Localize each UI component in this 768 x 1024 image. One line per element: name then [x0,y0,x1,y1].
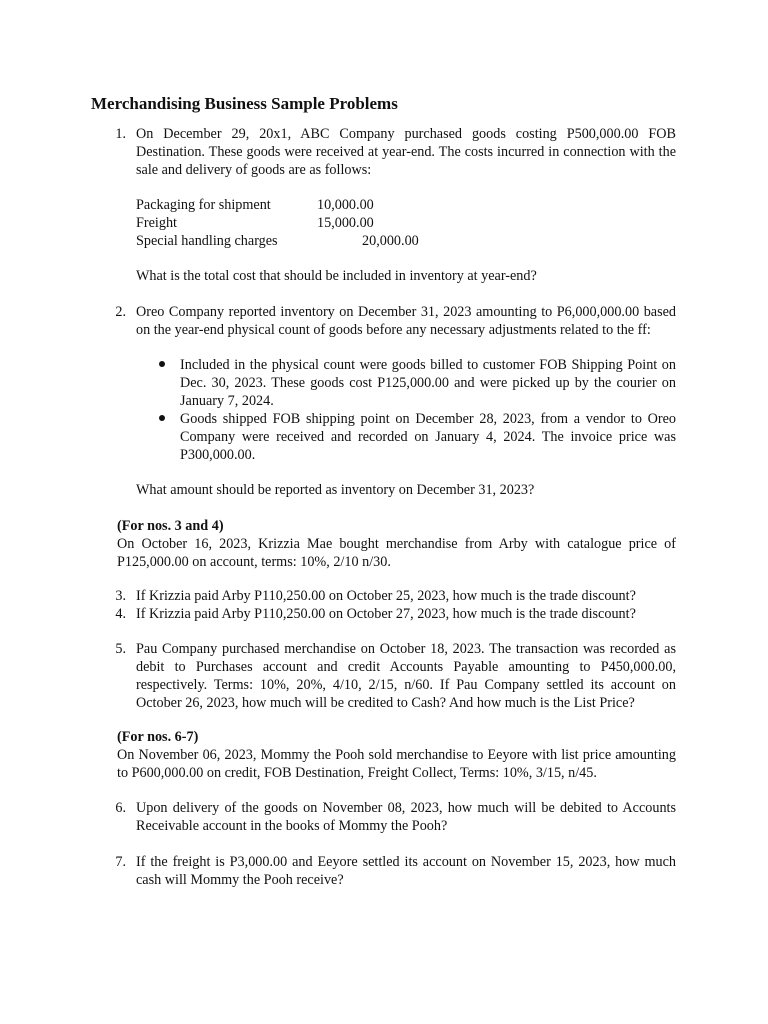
cost-row-label: Special handling charges [136,233,278,249]
bullet-icon [159,415,165,421]
group-3-4-text: On October 16, 2023, Krizzia Mae bought merchandise from Arby with catalogue price of P125,000.00 on account, terms: 10%, 2/10 n/30. [117,536,676,570]
problem-1-text: On December 29, 20x1, ABC Company purchased goods costing P500,000.00 FOB Destination. These goods were received at year-end. The costs incurred in connection with the sale and delivery of goods are as follows: [136,126,676,178]
problem-4-number: 4. [115,606,126,622]
problem-3-number: 3. [115,588,126,604]
problem-7-number: 7. [115,854,126,870]
cost-row-label: Packaging for shipment [136,197,271,213]
problem-7-text: If the freight is P3,000.00 and Eeyore settled its account on November 15, 2023, how much cash will Mommy the Pooh receive? [136,854,676,888]
problem-3-text: If Krizzia paid Arby P110,250.00 on October 25, 2023, how much is the trade discount? [136,588,636,604]
group-3-4-heading: (For nos. 3 and 4) [117,518,224,534]
problem-2-number: 2. [115,304,126,320]
problem-2-question: What amount should be reported as inventory on December 31, 2023? [136,482,535,498]
cost-row-label: Freight [136,215,177,231]
problem-2-bullet: Goods shipped FOB shipping point on December 28, 2023, from a vendor to Oreo Company were received and recorded on January 4, 2024. The invoice price was P300,000.00. [180,411,676,463]
bullet-icon [159,361,165,367]
problem-1-question: What is the total cost that should be included in inventory at year-end? [136,268,537,284]
problem-2-text: Oreo Company reported inventory on December 31, 2023 amounting to P6,000,000.00 based on the year-end physical count of goods before any necessary adjustments related to the ff: [136,304,676,338]
problem-6-number: 6. [115,800,126,816]
cost-row-value: 15,000.00 [317,215,374,231]
problem-1-number: 1. [115,126,126,142]
problem-6-text: Upon delivery of the goods on November 08, 2023, how much will be debited to Accounts Receivable account in the books of Mommy the Pooh? [136,800,676,834]
cost-row-value: 10,000.00 [317,197,374,213]
problem-5-text: Pau Company purchased merchandise on October 18, 2023. The transaction was recorded as debit to Purchases account and credit Accounts Payable amounting to P450,000.00, respectively. Terms: 10%, 20%, 4/10, 2/15, n/60. If Pau Company settled its account on October 26, 2023, how much will be credited to Cash? And how much is the List Price? [136,641,676,711]
cost-row-value: 20,000.00 [362,233,419,249]
problem-2-bullet: Included in the physical count were goods billed to customer FOB Shipping Point on Dec. 30, 2023. These goods cost P125,000.00 and were picked up by the courier on January 7, 2024. [180,357,676,409]
problem-4-text: If Krizzia paid Arby P110,250.00 on October 27, 2023, how much is the trade discount? [136,606,636,622]
problem-5-number: 5. [115,641,126,657]
group-6-7-text: On November 06, 2023, Mommy the Pooh sold merchandise to Eeyore with list price amounting to P600,000.00 on credit, FOB Destination, Freight Collect, Terms: 10%, 3/15, n/45. [117,747,676,781]
group-6-7-heading: (For nos. 6-7) [117,729,199,745]
page-title: Merchandising Business Sample Problems [91,94,398,113]
